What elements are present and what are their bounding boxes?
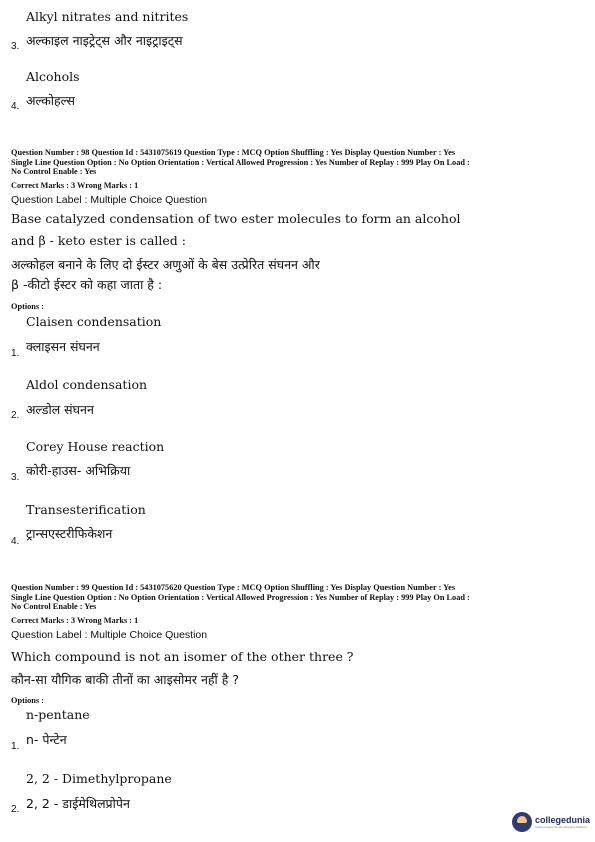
collegedunia-logo [512, 808, 592, 836]
q99-meta-line-2: Single Line Question Option : No Option Orientation : Vertical Allowed Progression : Yes Number of Replay : 999 Play On Load : [11, 592, 470, 602]
q99-question-text-hi: कौन-सा यौगिक बाकी तीनों का आइसोमर नहीं है ? [11, 672, 239, 687]
q98-marks: Correct Marks : 3 Wrong Marks : 1 [11, 181, 139, 190]
q98-question-text-en-2: and β - keto ester is called : [11, 233, 186, 248]
q98-option-1-number: 1. [11, 348, 20, 359]
q99-option-2-number: 2. [11, 804, 20, 815]
prev-option-3-hi: अल्काइल नाइट्रेट्स और नाइट्राइट्स [26, 33, 183, 48]
prev-option-4-en: Alcohols [26, 69, 80, 84]
q98-option-3-hi: कोरी-हाउस- अभिक्रिया [26, 463, 131, 478]
q99-meta-line-3: No Control Enable : Yes [11, 602, 97, 612]
logo-name: collegedunia [535, 815, 591, 825]
student-avatar-icon [512, 812, 532, 832]
q99-question-text-en: Which compound is not an isomer of the other three ? [11, 649, 354, 664]
q99-question-label: Question Label : Multiple Choice Question [11, 629, 208, 641]
q98-options-label: Options : [11, 302, 44, 311]
q98-option-3-en: Corey House reaction [26, 439, 165, 454]
q98-question-label: Question Label : Multiple Choice Question [11, 194, 208, 206]
q98-option-4-hi: ट्रान्सएस्टरीफिकेशन [26, 526, 113, 541]
q99-option-1-hi: n- पेन्टेन [26, 732, 67, 747]
logo-tagline: India's largest Student Review Platform [535, 825, 588, 829]
q98-option-1-en: Claisen condensation [26, 314, 162, 329]
q98-option-4-en: Transesterification [26, 502, 146, 517]
q98-meta-line-1: Question Number : 98 Question Id : 5431075619 Question Type : MCQ Option Shuffling : Yes Display Question Number : Yes [11, 148, 456, 157]
q99-option-1-number: 1. [11, 741, 20, 752]
prev-option-3-number: 3. [11, 41, 20, 52]
q98-option-2-hi: अल्डोल संघनन [26, 402, 94, 417]
q98-option-3-number: 3. [11, 472, 20, 483]
prev-option-4-number: 4. [11, 101, 20, 112]
q98-question-text-hi-1: अल्कोहल बनाने के लिए दो ईस्टर अणुओं के बेस उत्प्रेरित संघनन और [11, 257, 320, 272]
q99-meta-line-1: Question Number : 99 Question Id : 5431075620 Question Type : MCQ Option Shuffling : Yes Display Question Number : Yes [11, 583, 456, 592]
q99-option-2-hi: 2, 2 - डाईमेथिलप्रोपेन [26, 796, 130, 811]
q98-question-text-hi-2: β -कीटो ईस्टर को कहा जाता है : [11, 277, 163, 292]
q98-option-2-number: 2. [11, 410, 20, 421]
q99-meta [11, 583, 591, 612]
q98-option-2-en: Aldol condensation [26, 377, 148, 392]
q98-meta-line-3: No Control Enable : Yes [11, 167, 97, 177]
q99-option-2-en: 2, 2 - Dimethylpropane [26, 771, 172, 786]
q98-option-4-number: 4. [11, 536, 20, 547]
q98-question-text-en-1: Base catalyzed condensation of two ester molecules to form an alcohol [11, 211, 461, 226]
q99-marks: Correct Marks : 3 Wrong Marks : 1 [11, 616, 139, 625]
prev-option-3-en: Alkyl nitrates and nitrites [26, 9, 189, 24]
q98-meta [11, 148, 591, 177]
q98-option-1-hi: क्लाइसन संघनन [26, 339, 100, 354]
q99-option-1-en: n-pentane [26, 707, 90, 722]
q98-meta-line-2: Single Line Question Option : No Option Orientation : Vertical Allowed Progression : Yes Number of Replay : 999 Play On Load : [11, 157, 470, 167]
q99-options-label: Options : [11, 696, 44, 705]
prev-option-4-hi: अल्कोहल्स [26, 93, 75, 108]
